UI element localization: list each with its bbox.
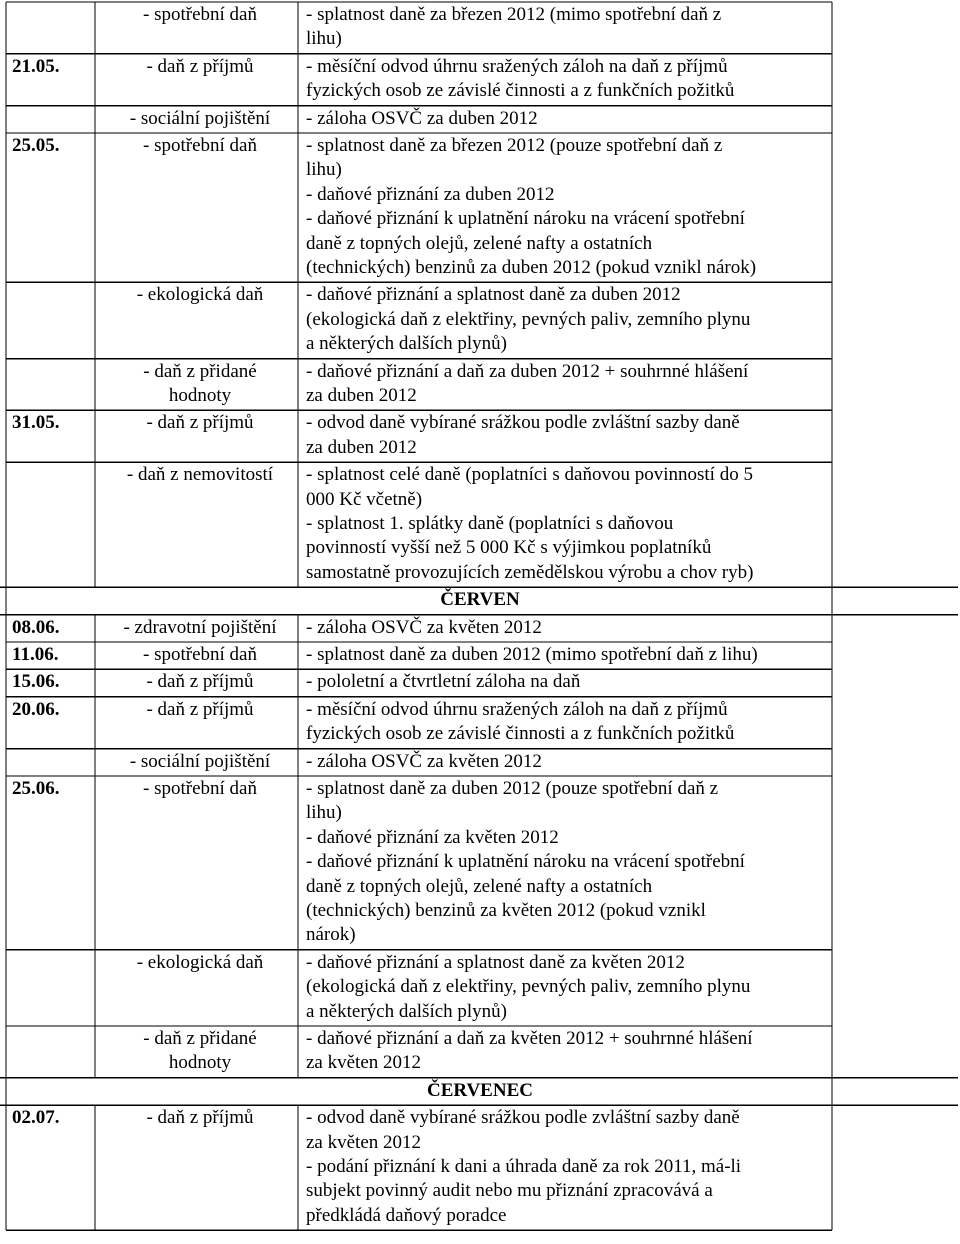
description-cell: - daňové přiznání a splatnost daně za květen 2012 (ekologická daň z elektřiny, pevných paliv, zemního plynu a některých dalších plynů) xyxy=(306,951,751,1022)
date-cell: 21.05. xyxy=(12,55,60,77)
date-cell: 25.06. xyxy=(12,778,60,799)
description-cell: - daňové přiznání a daň za květen 2012 + souhrnné hlášení za květen 2012 xyxy=(306,1028,753,1074)
description-cell: - záloha OSVČ za květen 2012 xyxy=(306,616,542,638)
description-cell: - odvod daně vybírané srážkou podle zvláštní sazby daně za květen 2012 - podání přiznání k dani a úhrada daně za rok 2011, má-li subjekt povinný audit nebo mu přiznání zpracovává a předkládá daňový poradce xyxy=(306,1107,742,1226)
tax-type-cell: - spotřební daň xyxy=(143,4,257,25)
description-cell: - daňové přiznání a splatnost daně za duben 2012 (ekologická daň z elektřiny, pevných paliv, zemního plynu a některých dalších plynů) xyxy=(306,284,751,355)
description-cell: - záloha OSVČ za duben 2012 xyxy=(306,107,538,129)
description-cell: - splatnost daně za březen 2012 (pouze spotřební daň z lihu) - daňové přiznání za duben 2012 - daňové přiznání k uplatnění nároku na vrácení spotřební daně z topných olejů, zelené nafty a ostatních (technických) benzinů za duben 2012 (pokud vznikl nárok) xyxy=(306,135,757,279)
tax-type-cell: - spotřební daň xyxy=(143,778,257,799)
tax-type-cell: - sociální pojištění xyxy=(129,750,271,772)
description-cell: - splatnost daně za březen 2012 (mimo spotřební daň z lihu) xyxy=(306,4,722,50)
tax-type-cell: - daň z příjmů xyxy=(146,412,254,434)
tax-type-cell: - sociální pojištění xyxy=(129,107,271,129)
tax-type-cell: - ekologická daň xyxy=(136,951,264,973)
date-cell: 25.05. xyxy=(12,135,60,156)
description-cell: - měsíční odvod úhrnu sražených záloh na daň z příjmů fyzických osob ze závislé činnosti a z funkčních požitků xyxy=(306,698,735,745)
description-cell: - měsíční odvod úhrnu sražených záloh na daň z příjmů fyzických osob ze závislé činnosti a z funkčních požitků xyxy=(306,55,735,102)
tax-type-cell: - daň z příjmů xyxy=(146,1107,254,1129)
date-cell: 15.06. xyxy=(12,671,60,693)
month-heading: ČERVEN xyxy=(440,589,520,611)
date-cell: 31.05. xyxy=(12,412,60,434)
tax-type-cell: - daň z příjmů xyxy=(146,671,254,693)
tax-type-cell: - spotřební daň xyxy=(143,644,257,665)
tax-type-cell: - spotřební daň xyxy=(143,135,257,156)
description-cell: - odvod daně vybírané srážkou podle zvláštní sazby daně za duben 2012 xyxy=(306,412,740,458)
tax-type-cell: - daň z příjmů xyxy=(146,55,254,77)
description-cell: - daňové přiznání a daň za duben 2012 + souhrnné hlášení za duben 2012 xyxy=(306,360,749,406)
tax-type-cell: - daň z nemovitostí xyxy=(126,464,274,486)
description-cell: - záloha OSVČ za květen 2012 xyxy=(306,750,542,772)
description-cell: - splatnost daně za duben 2012 (pouze spotřební daň z lihu) - daňové přiznání za květen 2012 - daňové přiznání k uplatnění nároku na vrácení spotřební daně z topných olejů, zelené nafty a ostatních (technických) benzinů za květen 2012 (pokud vznikl nárok) xyxy=(306,778,745,946)
date-cell: 08.06. xyxy=(12,616,60,638)
date-cell: 20.06. xyxy=(12,698,60,720)
tax-type-cell: - daň z příjmů xyxy=(146,698,254,720)
tax-type-cell: - daň z přidané hodnoty xyxy=(143,360,257,406)
date-cell: 11.06. xyxy=(12,644,59,665)
description-cell: - pololetní a čtvrtletní záloha na daň xyxy=(306,671,581,693)
date-cell: 02.07. xyxy=(12,1107,60,1129)
month-heading: ČERVENEC xyxy=(427,1079,533,1101)
description-cell: - splatnost daně za duben 2012 (mimo spotřební daň z lihu) xyxy=(306,644,758,665)
tax-type-cell: - ekologická daň xyxy=(136,284,264,306)
tax-type-cell: - zdravotní pojištění xyxy=(123,616,277,638)
description-cell: - splatnost celé daně (poplatníci s daňovou povinností do 5 000 Kč včetně) - splatnost 1. splátky daně (poplatníci s daňovou povinností vyšší než 5 000 Kč s výjimkou poplatníků samostatně provozujících zemědělskou výrobu a chov ryb) xyxy=(306,464,754,583)
tax-type-cell: - daň z přidané hodnoty xyxy=(143,1028,257,1074)
